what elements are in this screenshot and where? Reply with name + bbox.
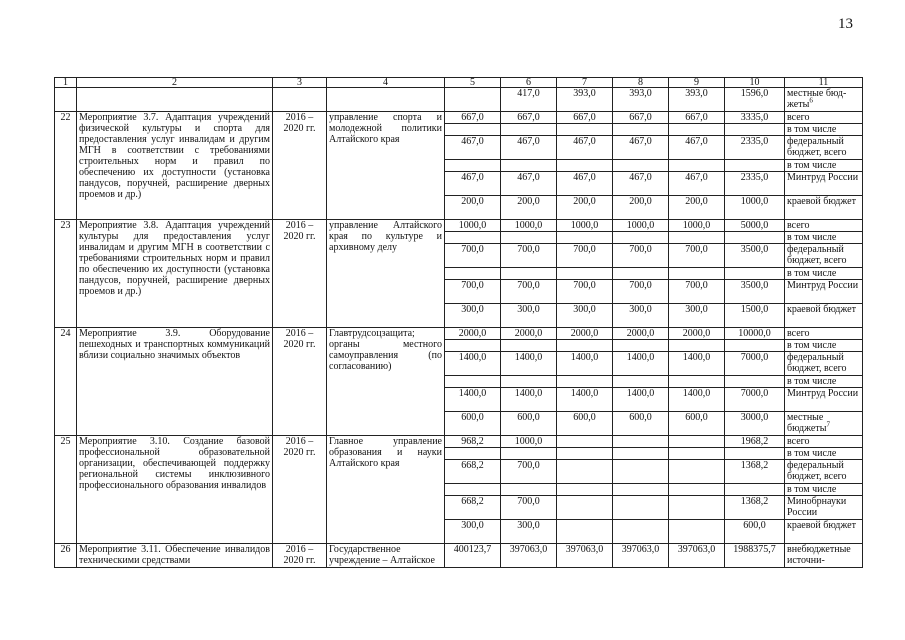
amount-cell [557, 520, 613, 544]
amount-cell: 467,0 [501, 136, 557, 160]
amount-cell: 10000,0 [725, 328, 785, 340]
amount-cell: 1400,0 [669, 388, 725, 412]
amount-cell: 600,0 [613, 412, 669, 436]
funding-source-text: Минтруд России [787, 172, 859, 183]
executor-cell: управление Алтайского края по культуре и архивному делу [327, 220, 445, 328]
amount-cell [613, 268, 669, 280]
funding-source-text: Минобрнауки России [787, 496, 847, 518]
amount-cell [725, 124, 785, 136]
funding-source-cell [785, 448, 863, 460]
measure-name-cell: Мероприятие 3.7. Адаптация учреждений физической культуры и спорта для предоставления услуг инвалидам и другим МГН в соответствии с требованиями строительных норм и правил по обеспечению их доступности (установка пандусов, поручней, расширение дверных проемов и др.) [77, 112, 273, 220]
amount-cell: 300,0 [501, 520, 557, 544]
funding-source-cell [785, 268, 863, 280]
column-number-6: 6 [501, 78, 557, 88]
amount-cell [557, 448, 613, 460]
amount-cell: 667,0 [501, 112, 557, 124]
amount-cell: 2000,0 [445, 328, 501, 340]
amount-cell [725, 268, 785, 280]
amount-cell: 700,0 [669, 280, 725, 304]
column-number-10: 10 [725, 78, 785, 88]
amount-cell: 600,0 [501, 412, 557, 436]
amount-cell [613, 124, 669, 136]
funding-source-text: всего [787, 328, 810, 339]
amount-cell: 467,0 [669, 136, 725, 160]
amount-cell: 700,0 [445, 244, 501, 268]
table-row [55, 436, 863, 448]
funding-source-text: местные бюд-жеты [787, 88, 847, 110]
row-number-cell: 25 [55, 436, 77, 544]
amount-cell [557, 340, 613, 352]
amount-cell: 200,0 [501, 196, 557, 220]
measure-name-cell: Мероприятие 3.8. Адаптация учреждений культуры для предоставления услуг инвалидам и другим МГН в соответствии с требованиями строительных норм и правил по обеспечению их доступности (установка пандусов, поручней, расширение дверных проемов и др.) [77, 220, 273, 328]
period-cell: 2016 – 2020 гг. [273, 112, 327, 220]
amount-cell [501, 124, 557, 136]
funding-source-cell [785, 376, 863, 388]
amount-cell: 3335,0 [725, 112, 785, 124]
amount-cell: 200,0 [557, 196, 613, 220]
empty-cell [77, 88, 273, 112]
funding-source-text: внебюджетные источни- [787, 544, 851, 566]
amount-cell: 600,0 [557, 412, 613, 436]
amount-cell [445, 232, 501, 244]
amount-cell: 1400,0 [557, 388, 613, 412]
amount-cell [501, 484, 557, 496]
amount-cell: 3500,0 [725, 280, 785, 304]
funding-source-cell [785, 172, 863, 196]
amount-cell: 1000,0 [613, 220, 669, 232]
funding-source-cell [785, 460, 863, 484]
table-row [55, 88, 863, 112]
amount-cell [669, 460, 725, 484]
funding-source-text: Минтруд России [787, 388, 859, 399]
funding-source-cell [785, 496, 863, 520]
amount-cell: 1400,0 [613, 352, 669, 376]
funding-source-text: краевой бюджет [787, 520, 856, 531]
funding-source-text: всего [787, 112, 810, 123]
amount-cell [669, 376, 725, 388]
funding-source-text: в том числе [787, 484, 837, 495]
column-number-3: 3 [273, 78, 327, 88]
amount-cell [445, 340, 501, 352]
column-number-8: 8 [613, 78, 669, 88]
amount-cell [557, 496, 613, 520]
amount-cell: 7000,0 [725, 388, 785, 412]
amount-cell: 417,0 [501, 88, 557, 112]
amount-cell: 668,2 [445, 496, 501, 520]
amount-cell [725, 376, 785, 388]
amount-cell [669, 436, 725, 448]
funding-source-cell [785, 88, 863, 112]
amount-cell [445, 448, 501, 460]
amount-cell: 300,0 [445, 520, 501, 544]
amount-cell: 700,0 [613, 244, 669, 268]
amount-cell: 667,0 [445, 112, 501, 124]
measure-name-cell: Мероприятие 3.11. Обеспечение инвалидов техническими средствами [77, 544, 273, 568]
amount-cell: 467,0 [557, 172, 613, 196]
period-cell: 2016 – 2020 гг. [273, 436, 327, 544]
amount-cell: 200,0 [445, 196, 501, 220]
funding-source-text: всего [787, 436, 810, 447]
amount-cell: 467,0 [557, 136, 613, 160]
program-measures-table [54, 77, 863, 568]
funding-source-cell [785, 352, 863, 376]
amount-cell: 1000,0 [557, 220, 613, 232]
funding-source-text: федеральный бюджет, всего [787, 244, 847, 266]
amount-cell: 7000,0 [725, 352, 785, 376]
empty-cell [327, 88, 445, 112]
amount-cell [445, 88, 501, 112]
amount-cell: 300,0 [501, 304, 557, 328]
amount-cell: 1000,0 [501, 220, 557, 232]
table-row [55, 220, 863, 232]
amount-cell: 397063,0 [613, 544, 669, 568]
amount-cell [669, 340, 725, 352]
funding-source-cell [785, 412, 863, 436]
funding-source-text: Минтруд России [787, 280, 859, 291]
funding-source-text: в том числе [787, 160, 837, 171]
measure-name-cell: Мероприятие 3.10. Создание базовой профессиональной образовательной организации, обеспечивающей поддержку региональной системы инклюзивного профессионального образования инвалидов [77, 436, 273, 544]
amount-cell: 600,0 [669, 412, 725, 436]
amount-cell [557, 436, 613, 448]
funding-source-cell [785, 544, 863, 568]
amount-cell: 1368,2 [725, 496, 785, 520]
amount-cell: 1500,0 [725, 304, 785, 328]
amount-cell [557, 484, 613, 496]
table-row [55, 328, 863, 340]
amount-cell: 393,0 [669, 88, 725, 112]
column-number-1: 1 [55, 78, 77, 88]
amount-cell: 467,0 [501, 172, 557, 196]
amount-cell [613, 436, 669, 448]
amount-cell: 1968,2 [725, 436, 785, 448]
amount-cell: 300,0 [445, 304, 501, 328]
amount-cell [669, 124, 725, 136]
funding-source-cell [785, 304, 863, 328]
amount-cell [445, 268, 501, 280]
executor-cell: Главтрудсоцзащита; органы местного самоуправления (по согласованию) [327, 328, 445, 436]
footnote-marker: 7 [826, 420, 830, 429]
amount-cell [613, 484, 669, 496]
amount-cell: 1400,0 [557, 352, 613, 376]
amount-cell: 467,0 [613, 136, 669, 160]
row-number-cell: 24 [55, 328, 77, 436]
amount-cell: 467,0 [613, 172, 669, 196]
amount-cell: 600,0 [445, 412, 501, 436]
amount-cell: 1000,0 [501, 436, 557, 448]
table-row [55, 112, 863, 124]
amount-cell: 467,0 [445, 136, 501, 160]
funding-source-text: краевой бюджет [787, 304, 856, 315]
amount-cell [445, 160, 501, 172]
amount-cell: 1596,0 [725, 88, 785, 112]
funding-source-cell [785, 124, 863, 136]
amount-cell [613, 376, 669, 388]
amount-cell [501, 448, 557, 460]
amount-cell [725, 448, 785, 460]
page-number: 13 [838, 16, 853, 32]
amount-cell: 700,0 [501, 244, 557, 268]
amount-cell [669, 268, 725, 280]
table-body [55, 78, 863, 568]
amount-cell: 3500,0 [725, 244, 785, 268]
funding-source-text: в том числе [787, 448, 837, 459]
amount-cell: 200,0 [669, 196, 725, 220]
measure-name-cell: Мероприятие 3.9. Оборудование пешеходных и транспортных коммуникаций вблизи социально значимых объектов [77, 328, 273, 436]
amount-cell: 700,0 [501, 460, 557, 484]
amount-cell [501, 160, 557, 172]
amount-cell: 467,0 [445, 172, 501, 196]
period-cell: 2016 – 2020 гг. [273, 220, 327, 328]
funding-source-cell [785, 388, 863, 412]
amount-cell [669, 160, 725, 172]
amount-cell [669, 232, 725, 244]
executor-cell: Главное управление образования и науки Алтайского края [327, 436, 445, 544]
header-row [55, 78, 863, 88]
amount-cell: 2000,0 [557, 328, 613, 340]
funding-source-cell [785, 232, 863, 244]
funding-source-text: федеральный бюджет, всего [787, 136, 847, 158]
funding-source-cell [785, 484, 863, 496]
amount-cell: 300,0 [557, 304, 613, 328]
amount-cell: 400123,7 [445, 544, 501, 568]
amount-cell: 2000,0 [501, 328, 557, 340]
funding-source-cell [785, 280, 863, 304]
funding-source-text: в том числе [787, 340, 837, 351]
funding-source-cell [785, 520, 863, 544]
table-row [55, 544, 863, 568]
period-cell: 2016 – 2020 гг. [273, 328, 327, 436]
funding-source-text: федеральный бюджет, всего [787, 352, 847, 374]
funding-source-cell [785, 136, 863, 160]
amount-cell: 467,0 [669, 172, 725, 196]
amount-cell [669, 448, 725, 460]
funding-source-cell [785, 196, 863, 220]
row-number-cell: 23 [55, 220, 77, 328]
column-number-2: 2 [77, 78, 273, 88]
column-number-9: 9 [669, 78, 725, 88]
amount-cell: 700,0 [501, 280, 557, 304]
funding-source-text: в том числе [787, 124, 837, 135]
amount-cell: 700,0 [557, 244, 613, 268]
amount-cell: 5000,0 [725, 220, 785, 232]
amount-cell: 393,0 [613, 88, 669, 112]
amount-cell: 668,2 [445, 460, 501, 484]
amount-cell [501, 232, 557, 244]
amount-cell: 1000,0 [725, 196, 785, 220]
amount-cell [669, 520, 725, 544]
amount-cell: 667,0 [557, 112, 613, 124]
amount-cell: 1400,0 [445, 388, 501, 412]
amount-cell [501, 340, 557, 352]
amount-cell: 700,0 [557, 280, 613, 304]
amount-cell [725, 232, 785, 244]
funding-source-cell [785, 160, 863, 172]
amount-cell [445, 376, 501, 388]
amount-cell [613, 340, 669, 352]
amount-cell [613, 232, 669, 244]
amount-cell: 700,0 [501, 496, 557, 520]
amount-cell: 393,0 [557, 88, 613, 112]
amount-cell: 1368,2 [725, 460, 785, 484]
amount-cell: 1000,0 [669, 220, 725, 232]
amount-cell: 3000,0 [725, 412, 785, 436]
funding-source-text: в том числе [787, 232, 837, 243]
amount-cell [613, 448, 669, 460]
funding-source-cell [785, 112, 863, 124]
amount-cell: 1400,0 [445, 352, 501, 376]
amount-cell: 397063,0 [501, 544, 557, 568]
row-number-cell: 26 [55, 544, 77, 568]
funding-source-text: в том числе [787, 268, 837, 279]
amount-cell: 1400,0 [501, 388, 557, 412]
amount-cell [501, 268, 557, 280]
amount-cell [557, 160, 613, 172]
amount-cell: 600,0 [725, 520, 785, 544]
amount-cell [557, 268, 613, 280]
amount-cell: 1400,0 [613, 388, 669, 412]
amount-cell: 397063,0 [557, 544, 613, 568]
amount-cell: 2335,0 [725, 136, 785, 160]
amount-cell [613, 520, 669, 544]
amount-cell: 2335,0 [725, 172, 785, 196]
amount-cell [725, 340, 785, 352]
empty-cell [273, 88, 327, 112]
period-cell: 2016 – 2020 гг. [273, 544, 327, 568]
funding-source-text: федеральный бюджет, всего [787, 460, 847, 482]
amount-cell [557, 124, 613, 136]
amount-cell [557, 232, 613, 244]
amount-cell [725, 160, 785, 172]
amount-cell: 700,0 [669, 244, 725, 268]
footnote-marker: 6 [809, 96, 813, 105]
amount-cell: 1400,0 [669, 352, 725, 376]
amount-cell [613, 160, 669, 172]
funding-source-cell [785, 220, 863, 232]
funding-source-cell [785, 340, 863, 352]
amount-cell: 2000,0 [669, 328, 725, 340]
amount-cell: 397063,0 [669, 544, 725, 568]
amount-cell [613, 460, 669, 484]
funding-source-text: в том числе [787, 376, 837, 387]
executor-cell: Государственное учреждение – Алтайское [327, 544, 445, 568]
funding-source-text: краевой бюджет [787, 196, 856, 207]
amount-cell: 200,0 [613, 196, 669, 220]
amount-cell [501, 376, 557, 388]
amount-cell: 968,2 [445, 436, 501, 448]
row-number-cell: 22 [55, 112, 77, 220]
amount-cell: 1400,0 [501, 352, 557, 376]
amount-cell: 1988375,7 [725, 544, 785, 568]
amount-cell [725, 484, 785, 496]
column-number-11: 11 [785, 78, 863, 88]
amount-cell [557, 376, 613, 388]
amount-cell: 667,0 [669, 112, 725, 124]
empty-cell [55, 88, 77, 112]
column-number-7: 7 [557, 78, 613, 88]
funding-source-cell [785, 436, 863, 448]
amount-cell [613, 496, 669, 520]
column-number-4: 4 [327, 78, 445, 88]
amount-cell [669, 496, 725, 520]
amount-cell [557, 460, 613, 484]
funding-source-text: местные бюджеты [787, 412, 827, 434]
amount-cell [669, 484, 725, 496]
funding-source-cell [785, 328, 863, 340]
amount-cell: 700,0 [613, 280, 669, 304]
amount-cell: 700,0 [445, 280, 501, 304]
funding-source-text: всего [787, 220, 810, 231]
amount-cell: 667,0 [613, 112, 669, 124]
amount-cell: 300,0 [613, 304, 669, 328]
executor-cell: управление спорта и молодежной политики Алтайского края [327, 112, 445, 220]
amount-cell: 1000,0 [445, 220, 501, 232]
column-number-5: 5 [445, 78, 501, 88]
amount-cell [445, 124, 501, 136]
funding-source-cell [785, 244, 863, 268]
amount-cell: 2000,0 [613, 328, 669, 340]
amount-cell [445, 484, 501, 496]
amount-cell: 300,0 [669, 304, 725, 328]
